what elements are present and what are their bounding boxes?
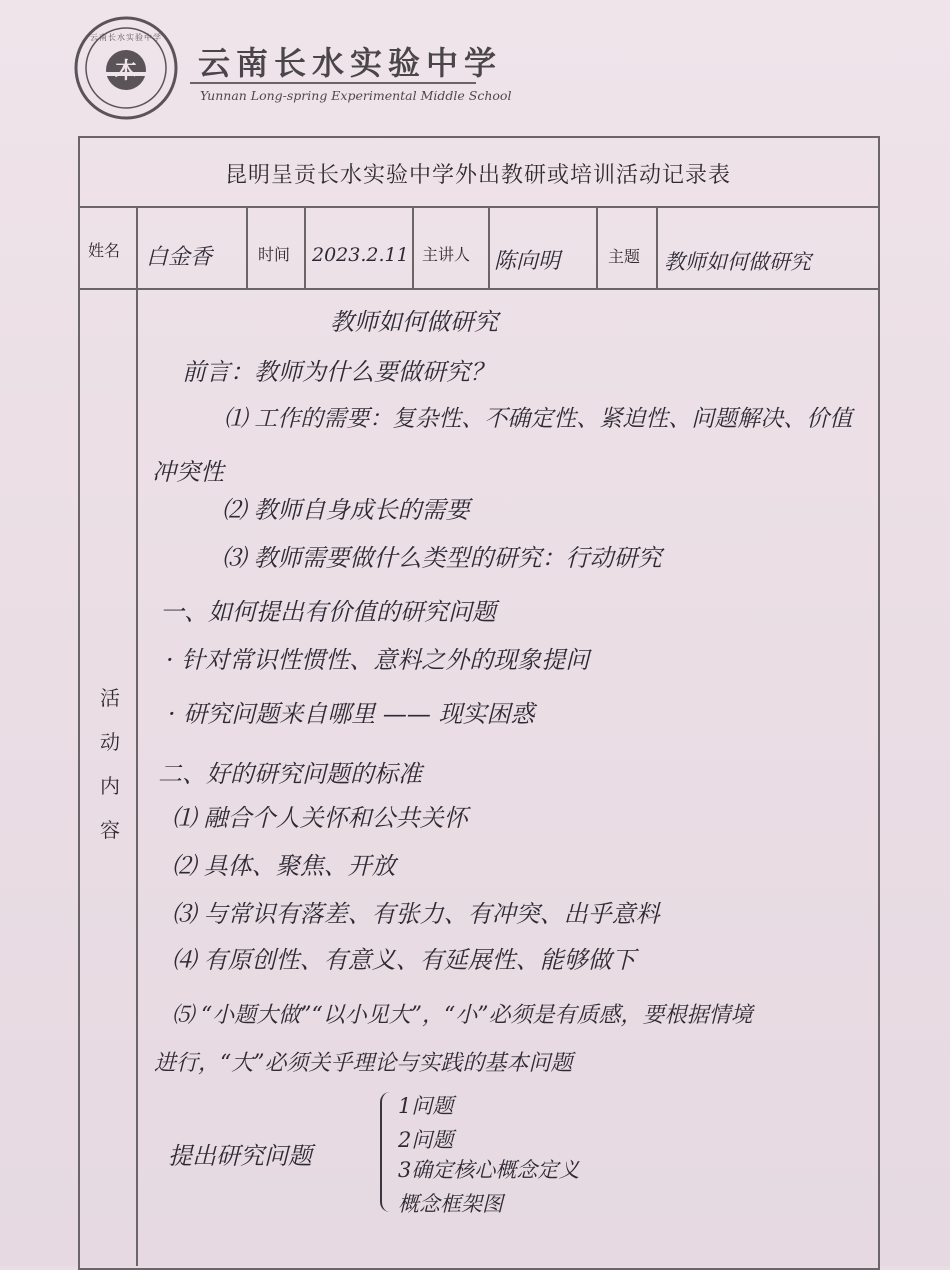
topic-label: 主题 — [608, 247, 641, 266]
content-line: 前言：教师为什么要做研究？ — [182, 358, 494, 386]
brace-item: 概念框架图 — [398, 1192, 503, 1216]
name-value: 白金香 — [146, 245, 213, 270]
content-line: ⑴ 融合个人关怀和公共关怀 — [172, 804, 468, 832]
fields-row-divider — [78, 288, 878, 290]
content-label-char: 活 — [100, 686, 120, 710]
content-line: · 研究问题来自哪里 —— 现实困惑 — [168, 700, 535, 728]
header-divider — [190, 82, 476, 84]
brace-symbol — [380, 1092, 396, 1212]
school-name-en: Yunnan Long-spring Experimental Middle School — [200, 88, 512, 103]
content-label-char: 内 — [100, 774, 120, 798]
content-line: ⑷ 有原创性、有意义、有延展性、能够做下 — [172, 946, 636, 974]
content-heading: 教师如何做研究 — [330, 308, 498, 336]
col-divider-3 — [304, 206, 306, 290]
col-divider-1 — [136, 206, 138, 1266]
form-title: 昆明呈贡长水实验中学外出教研或培训活动记录表 — [224, 162, 731, 188]
content-line: ⑶ 与常识有落差、有张力、有冲突、出乎意料 — [172, 900, 660, 928]
name-label: 姓名 — [88, 241, 121, 260]
content-label-char: 容 — [100, 818, 120, 842]
col-divider-5 — [488, 206, 490, 290]
content-label — [94, 676, 126, 852]
content-label-char: 动 — [100, 730, 120, 754]
content-line: 一、如何提出有价值的研究问题 — [160, 598, 496, 626]
speaker-label: 主讲人 — [422, 245, 471, 264]
svg-text:云南长水实验中学: 云南长水实验中学 — [90, 33, 162, 42]
content-line: 进行，“大”必须关乎理论与实践的基本问题 — [154, 1051, 573, 1076]
svg-text:本: 本 — [114, 59, 138, 84]
speaker-value: 陈向明 — [494, 249, 561, 274]
col-divider-6 — [596, 206, 598, 290]
content-line: · 针对常识性惯性、意料之外的现象提问 — [166, 646, 590, 674]
content-line: ⑶ 教师需要做什么类型的研究：行动研究 — [222, 544, 662, 572]
col-divider-2 — [246, 206, 248, 290]
col-divider-7 — [656, 206, 658, 290]
content-line: 二、好的研究问题的标准 — [158, 760, 422, 788]
brace-item: 1问题 — [398, 1094, 454, 1118]
time-value: 2023.2.11 — [312, 244, 409, 266]
brace-item: 2问题 — [398, 1128, 454, 1152]
content-line: ⑵ 具体、聚焦、开放 — [172, 852, 396, 880]
time-label: 时间 — [258, 245, 291, 264]
content-line: ⑴ 工作的需要：复杂性、不确定性、紧迫性、问题解决、价值 — [224, 406, 853, 432]
topic-value: 教师如何做研究 — [664, 250, 811, 274]
content-line: ⑸ “小题大做”“以小见大”，“小”必须是有质感，要根据情境 — [172, 1003, 753, 1028]
content-line: ⑵ 教师自身成长的需要 — [222, 496, 470, 524]
school-logo-icon — [72, 14, 180, 122]
school-name-cn: 云南长水实验中学 — [198, 44, 503, 82]
content-line: 冲突性 — [152, 458, 224, 486]
brace-item: 3确定核心概念定义 — [398, 1158, 580, 1182]
bottom-label: 提出研究问题 — [168, 1142, 312, 1170]
col-divider-4 — [412, 206, 414, 290]
